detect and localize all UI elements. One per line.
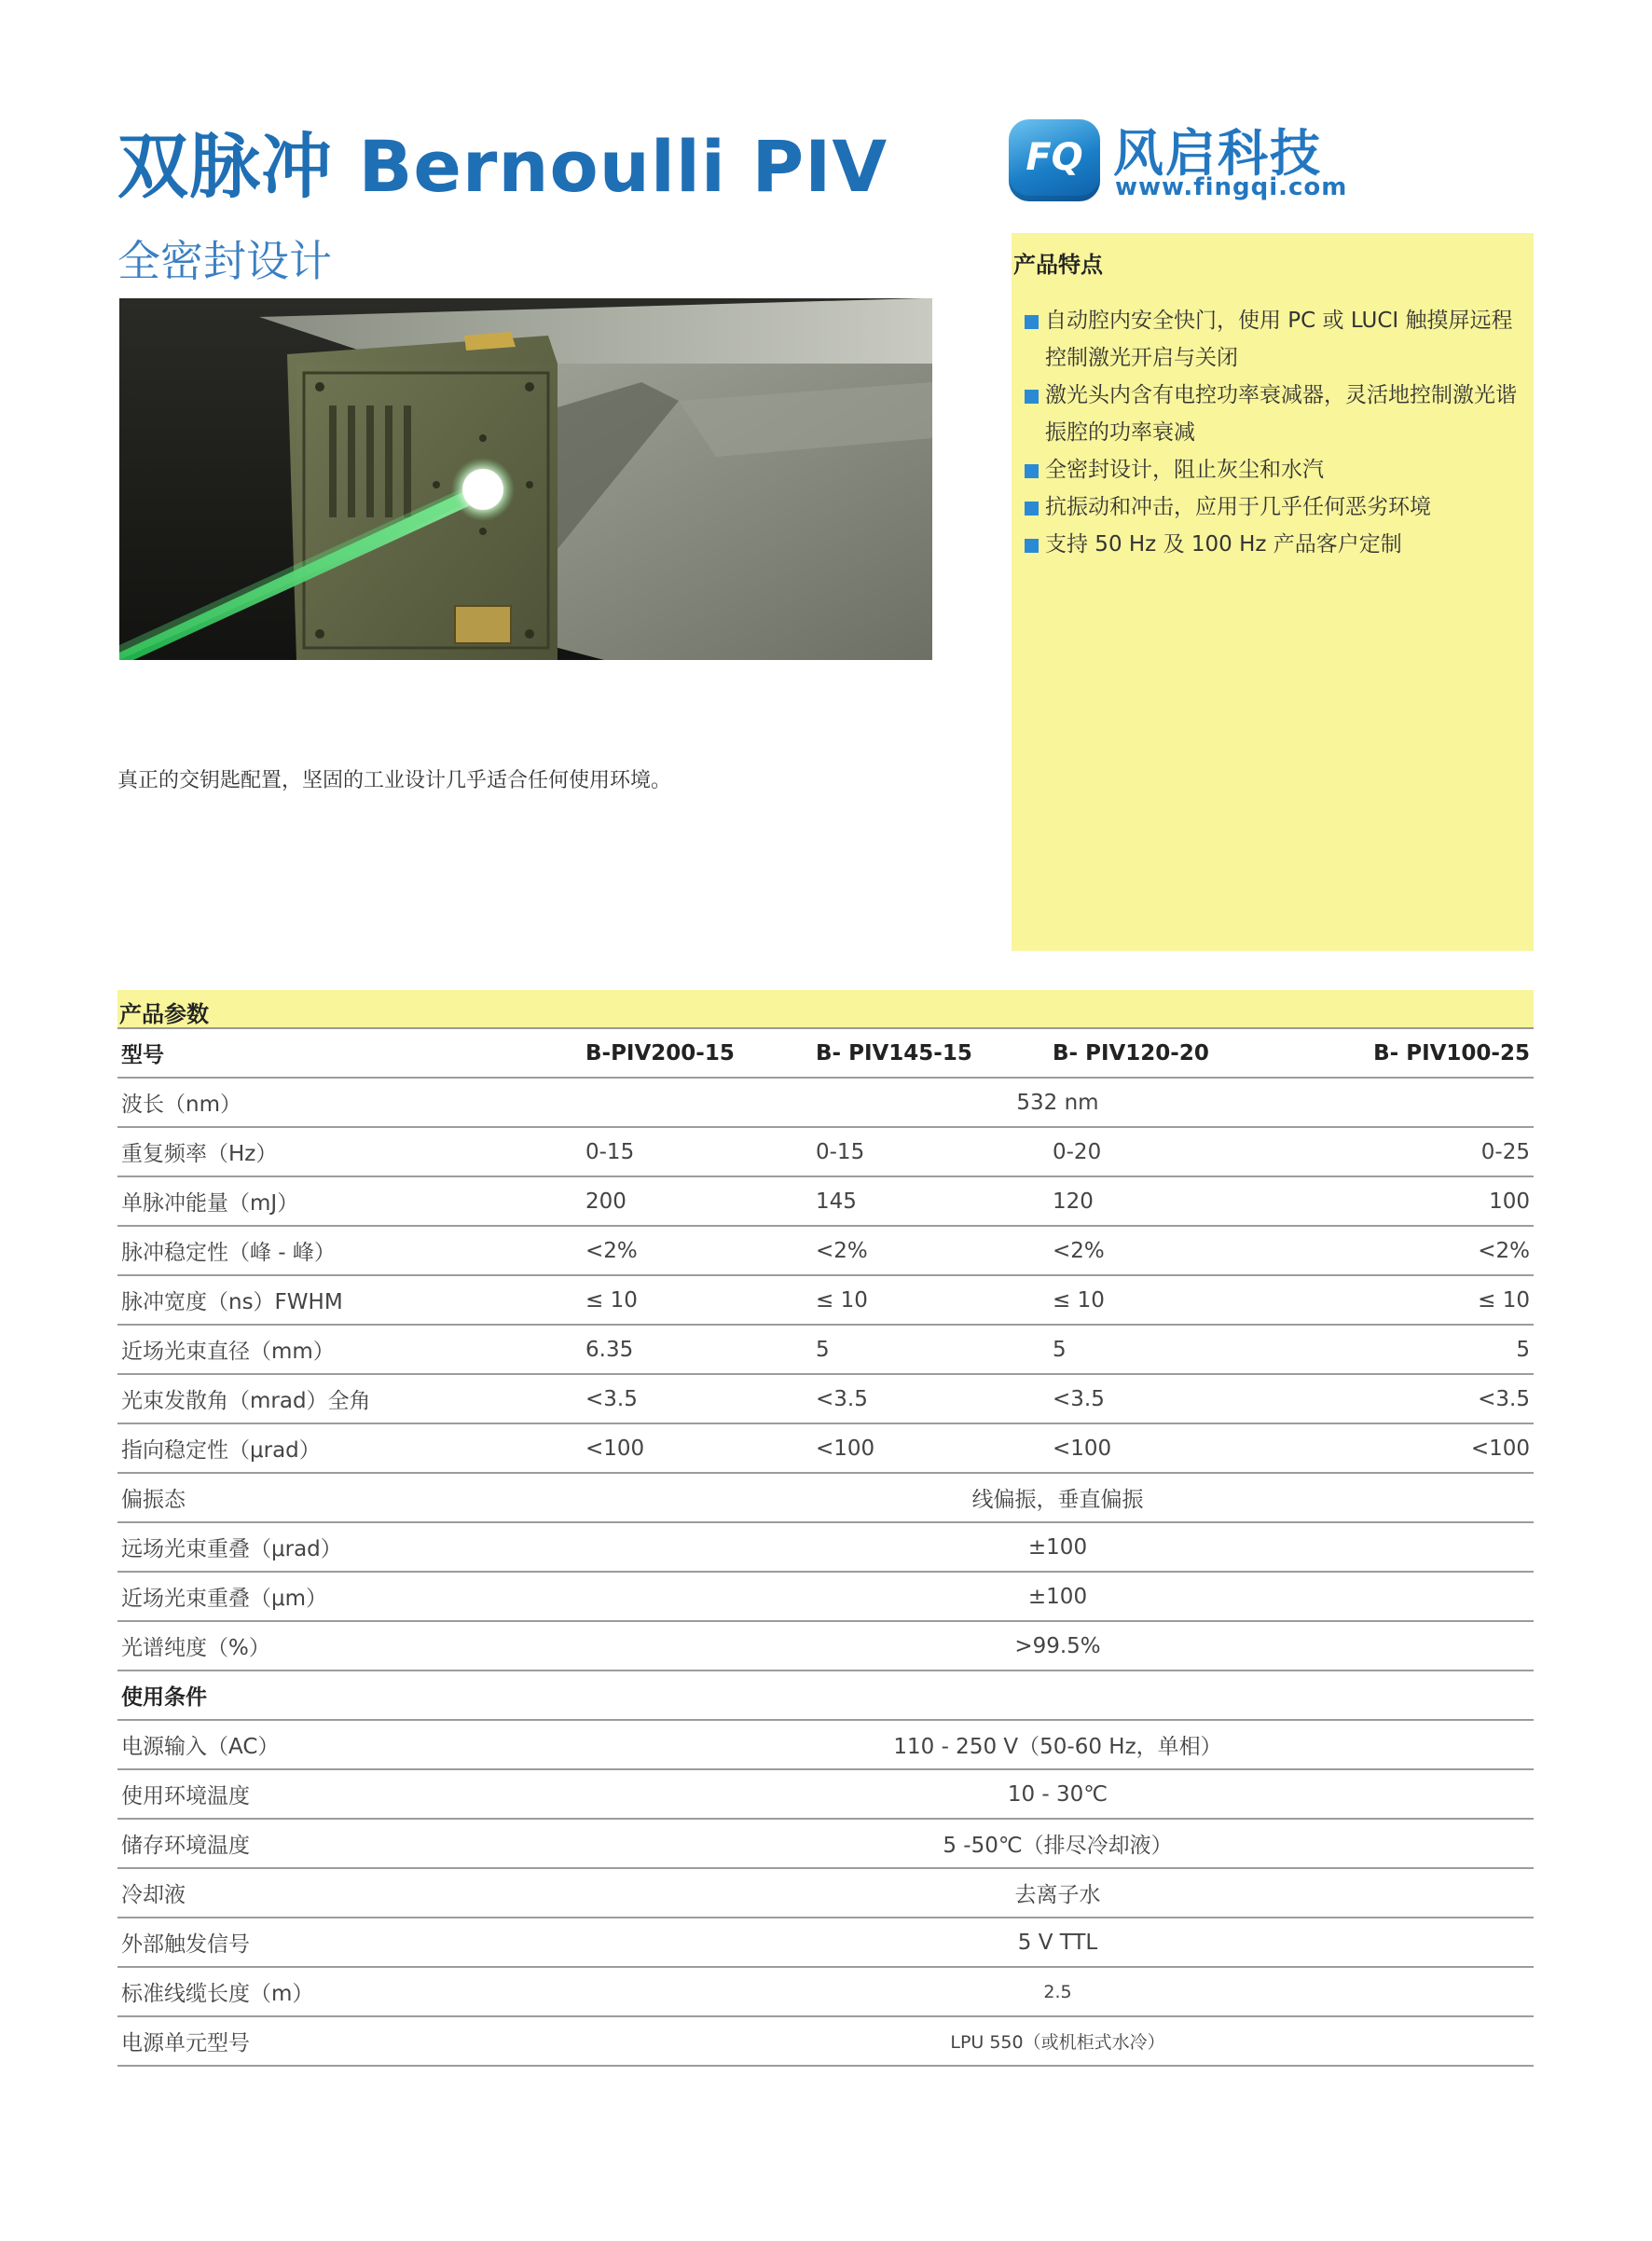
square-bullet-icon — [1025, 315, 1039, 329]
square-bullet-icon — [1025, 390, 1039, 404]
row-label: 电源单元型号 — [117, 2016, 582, 2066]
cell: ≤ 10 — [812, 1275, 1049, 1325]
row-label: 单脉冲能量（mJ） — [117, 1176, 582, 1226]
cell: 5 — [1049, 1325, 1328, 1374]
row-label: 使用环境温度 — [117, 1769, 582, 1819]
logo-badge-icon — [1009, 119, 1100, 201]
row-label: 偏振态 — [117, 1473, 582, 1522]
feature-text: 全密封设计，阻止灰尘和水汽 — [1045, 458, 1324, 482]
feature-item — [1025, 302, 1524, 377]
cell: <100 — [1049, 1423, 1328, 1473]
table-row — [117, 1226, 1534, 1275]
table-row — [117, 1720, 1534, 1769]
header-cell: B- PIV120-20 — [1049, 1029, 1328, 1078]
row-value: 532 nm — [582, 1078, 1534, 1127]
row-label: 近场光束重叠（μm） — [117, 1572, 582, 1621]
cell: <2% — [1049, 1226, 1328, 1275]
features-panel — [1012, 233, 1534, 951]
table-row — [117, 1522, 1534, 1572]
cell: 0-25 — [1328, 1127, 1534, 1176]
table-row — [117, 1967, 1534, 2016]
header-cell: 型号 — [117, 1029, 582, 1078]
table-row — [117, 2016, 1534, 2066]
cell: 145 — [812, 1176, 1049, 1226]
row-value: LPU 550（或机柜式水冷） — [582, 2016, 1534, 2066]
logo-url: www.fingqi.com — [1115, 173, 1348, 201]
row-value: ±100 — [582, 1522, 1534, 1572]
page-title: 双脉冲 Bernoulli PIV — [117, 125, 888, 208]
cell: <100 — [1328, 1423, 1534, 1473]
row-label: 波长（nm） — [117, 1078, 582, 1127]
cell: <3.5 — [1049, 1374, 1328, 1423]
row-label: 光谱纯度（%） — [117, 1621, 582, 1670]
cell: 6.35 — [582, 1325, 812, 1374]
row-value: 线偏振，垂直偏振 — [582, 1473, 1534, 1522]
row-label: 远场光束重叠（μrad） — [117, 1522, 582, 1572]
cell: <3.5 — [812, 1374, 1049, 1423]
table-row — [117, 1423, 1534, 1473]
cell: <3.5 — [1328, 1374, 1534, 1423]
header-cell: B- PIV145-15 — [812, 1029, 1049, 1078]
row-value: 5 -50℃（排尽冷却液） — [582, 1819, 1534, 1868]
row-value: 110 - 250 V（50-60 Hz，单相） — [582, 1720, 1534, 1769]
row-label: 重复频率（Hz） — [117, 1127, 582, 1176]
feature-item — [1025, 526, 1524, 563]
row-label: 冷却液 — [117, 1868, 582, 1918]
table-row — [117, 1769, 1534, 1819]
row-label: 外部触发信号 — [117, 1918, 582, 1967]
cell: 0-15 — [812, 1127, 1049, 1176]
table-header-row — [117, 1029, 1534, 1078]
row-value: 2.5 — [582, 1967, 1534, 2016]
logo-badge-text: FQ — [1026, 136, 1083, 179]
table-row — [117, 1473, 1534, 1522]
cell: ≤ 10 — [582, 1275, 812, 1325]
table-row — [117, 1918, 1534, 1967]
cell: 5 — [812, 1325, 1049, 1374]
logo-name: 风启科技 — [1113, 124, 1322, 183]
table-row — [117, 1572, 1534, 1621]
cell: <2% — [812, 1226, 1049, 1275]
table-row — [117, 1325, 1534, 1374]
row-label: 脉冲宽度（ns）FWHM — [117, 1275, 582, 1325]
params-section-header — [117, 990, 1534, 1029]
laser-product-photo — [119, 298, 932, 660]
cell: 120 — [1049, 1176, 1328, 1226]
cell: ≤ 10 — [1328, 1275, 1534, 1325]
row-value: >99.5% — [582, 1621, 1534, 1670]
row-label: 储存环境温度 — [117, 1819, 582, 1868]
header-cell: B- PIV100-25 — [1328, 1029, 1534, 1078]
table-row — [117, 1078, 1534, 1127]
square-bullet-icon — [1025, 502, 1039, 516]
product-description: 真正的交钥匙配置，坚固的工业设计几乎适合任何使用环境。 — [117, 769, 672, 792]
square-bullet-icon — [1025, 464, 1039, 478]
row-label: 近场光束直径（mm） — [117, 1325, 582, 1374]
cell: 5 — [1328, 1325, 1534, 1374]
feature-item — [1025, 451, 1524, 488]
feature-text: 激光头内含有电控功率衰减器，灵活地控制激光谐振腔的功率衰减 — [1045, 383, 1517, 445]
table-row — [117, 1621, 1534, 1670]
cell: <100 — [812, 1423, 1049, 1473]
params-title: 产品参数 — [119, 1001, 209, 1027]
header-cell: B-PIV200-15 — [582, 1029, 812, 1078]
cell: <2% — [582, 1226, 812, 1275]
row-label: 标准线缆长度（m） — [117, 1967, 582, 2016]
table-row — [117, 1374, 1534, 1423]
spec-table — [117, 1029, 1534, 2067]
table-row — [117, 1176, 1534, 1226]
row-label: 指向稳定性（μrad） — [117, 1423, 582, 1473]
feature-text: 自动腔内安全快门，使用 PC 或 LUCI 触摸屏远程控制激光开启与关闭 — [1045, 309, 1513, 370]
cell: 0-15 — [582, 1127, 812, 1176]
row-label: 电源输入（AC） — [117, 1720, 582, 1769]
conditions-title: 使用条件 — [117, 1670, 1534, 1720]
feature-text: 支持 50 Hz 及 100 Hz 产品客户定制 — [1045, 532, 1402, 557]
table-row — [117, 1275, 1534, 1325]
feature-item — [1025, 377, 1524, 451]
features-title: 产品特点 — [1013, 252, 1103, 278]
feature-text: 抗振动和冲击，应用于几乎任何恶劣环境 — [1045, 495, 1431, 519]
table-row — [117, 1819, 1534, 1868]
square-bullet-icon — [1025, 539, 1039, 553]
table-row — [117, 1868, 1534, 1918]
table-row — [117, 1127, 1534, 1176]
row-label: 脉冲稳定性（峰 - 峰） — [117, 1226, 582, 1275]
cell: 0-20 — [1049, 1127, 1328, 1176]
feature-item — [1025, 488, 1524, 526]
features-list — [1025, 302, 1524, 563]
row-value: ±100 — [582, 1572, 1534, 1621]
cell: <3.5 — [582, 1374, 812, 1423]
cell: 100 — [1328, 1176, 1534, 1226]
row-value: 5 V TTL — [582, 1918, 1534, 1967]
cell: <100 — [582, 1423, 812, 1473]
row-value: 10 - 30℃ — [582, 1769, 1534, 1819]
row-label: 光束发散角（mrad）全角 — [117, 1374, 582, 1423]
company-logo — [1009, 119, 1363, 209]
page-subtitle: 全密封设计 — [117, 236, 332, 286]
cell: ≤ 10 — [1049, 1275, 1328, 1325]
row-value: 去离子水 — [582, 1868, 1534, 1918]
cell: <2% — [1328, 1226, 1534, 1275]
cell: 200 — [582, 1176, 812, 1226]
section-row — [117, 1670, 1534, 1720]
